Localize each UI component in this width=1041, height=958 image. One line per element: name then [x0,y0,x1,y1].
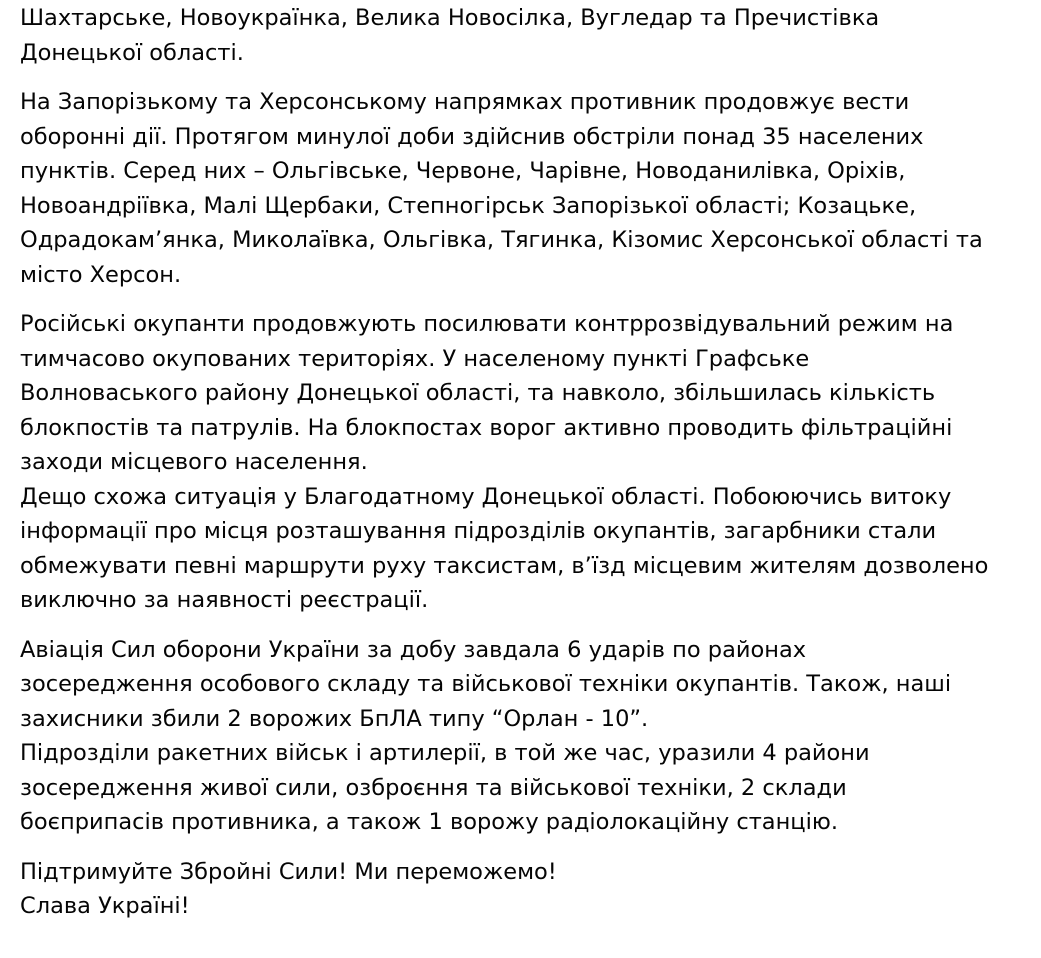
text-line: Волноваського району Донецької області, та навколо, збільшилась кількість [20,380,936,406]
text-line: зосередження особового складу та військової техніки окупантів. Також, наші [20,671,952,697]
text-line: Підрозділи ракетних військ і артилерії, в той же час, уразили 4 райони [20,740,870,766]
text-line: Новоандріївка, Малі Щербаки, Степногірськ Запорізької області; Козацьке, [20,192,917,219]
text-line: Російські окупанти продовжують посилювати контррозвідувальний режим на [20,311,954,337]
paragraph-settlements-donetsk [20,1,1030,70]
text-line: інформації про місця розташування підрозділів окупантів, загарбники стали [20,518,937,544]
paragraph-zaporizhzhia-kherson [20,85,1030,292]
text-line: блокпостів та патрулів. На блокпостах ворог активно проводить фільтраційні [20,414,953,441]
text-line: Підтримуйте Збройні Сили! Ми переможемо! [20,858,557,885]
text-line: захисники збили 2 ворожих БпЛА типу “Орлан - 10”. [20,705,649,732]
text-line: виключно за наявності реєстрації. [20,587,429,613]
paragraph-closing [20,855,1030,924]
text-line: заходи місцевого населення. [20,449,368,475]
paragraph-aviation-artillery [20,633,1030,840]
text-line: боєприпасів противника, а також 1 ворожу радіолокаційну станцію. [20,809,838,835]
text-line: На Запорізькому та Херсонському напрямках противник продовжує вести [20,89,910,115]
text-line: тимчасово окупованих територіях. У населеному пункті Графське [20,345,810,372]
text-line: обмежувати певні маршрути руху таксистам, в’їзд місцевим жителям дозволено [20,552,989,579]
text-line: пунктів. Серед них – Ольгівське, Червоне, Чарівне, Новоданилівка, Оріхів, [20,158,906,184]
paragraph-occupied-territories [20,307,1030,618]
text-line: оборонні дії. Протягом минулої доби здійснив обстріли понад 35 населених [20,123,924,150]
text-line: Слава Україні! [20,893,190,919]
text-line: зосередження живої сили, озброєння та військової техніки, 2 склади [20,774,847,801]
text-line: Шахтарське, Новоукраїнка, Велика Новосілка, Вугледар та Пречистівка [20,5,880,31]
text-line: Авіація Сил оборони України за добу завдала 6 ударів по районах [20,636,807,663]
text-line: Донецької області. [20,39,244,66]
text-line: Одрадокам’янка, Миколаївка, Ольгівка, Тягинка, Кізомис Херсонської області та [20,227,983,253]
post-text [20,0,1030,939]
text-line: Дещо схожа ситуація у Благодатному Донецької області. Побоюючись витоку [20,483,952,510]
text-line: місто Херсон. [20,261,182,288]
